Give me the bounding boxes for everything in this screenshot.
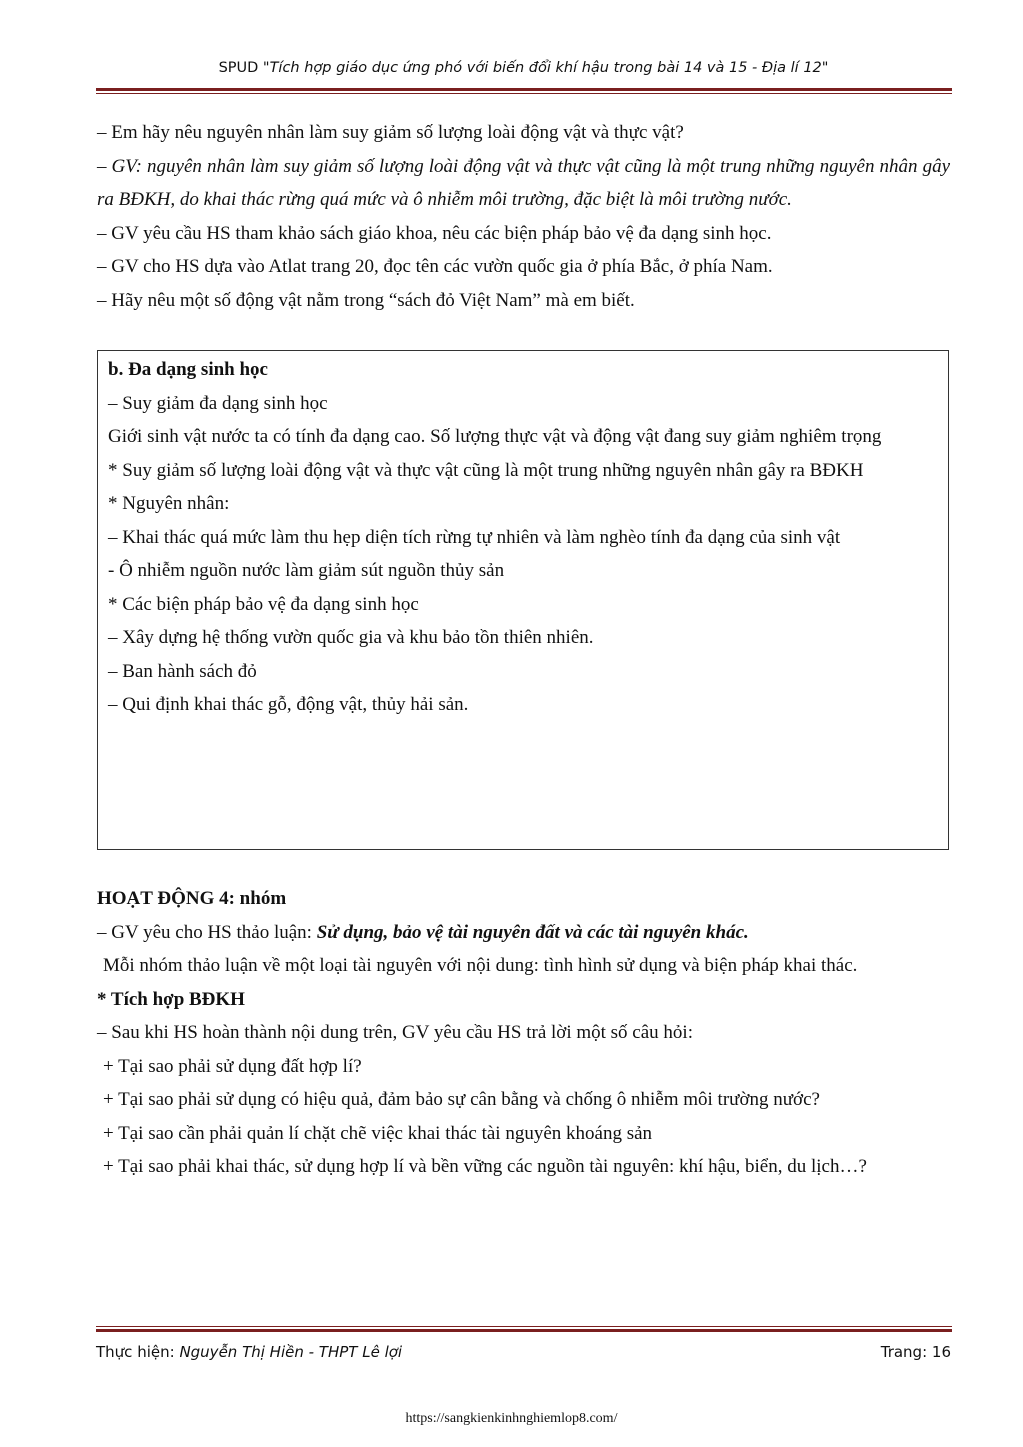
box-line: – Khai thác quá mức làm thu hẹp diện tích rừng tự nhiên và làm nghèo tính đa dạng của sinh vật (108, 526, 841, 548)
integration-heading: * Tích hợp BĐKH (97, 988, 245, 1010)
box-title: b. Đa dạng sinh học (108, 359, 268, 380)
activity-line: + Tại sao phải khai thác, sử dụng hợp lí và bền vững các nguồn tài nguyên: khí hậu, biển, du lịch…? (103, 1156, 867, 1177)
activity-heading: HOẠT ĐỘNG 4: nhóm (97, 888, 287, 909)
activity-line: + Tại sao phải sử dụng có hiệu quả, đảm bảo sự cân bằng và chống ô nhiễm môi trường nước? (103, 1089, 820, 1110)
activity-task-prefix: – GV yêu cho HS thảo luận: (97, 921, 317, 943)
intro-gv-note: – GV: nguyên nhân làm suy giảm số lượng loài động vật và thực vật cũng là một trung những nguyên nhân gây ra BĐKH, do khai thác rừng quá mức và ô nhiễm môi trường, đặc biệt là môi trường nước. (97, 155, 950, 210)
intro-instruction-2: – GV cho HS dựa vào Atlat trang 20, đọc tên các vườn quốc gia ở phía Bắc, ở phía Nam. (97, 256, 773, 277)
box-line: * Các biện pháp bảo vệ đa dạng sinh học (108, 593, 419, 615)
footer-label: Thực hiện: (96, 1343, 180, 1361)
box-line: - Ô nhiễm nguồn nước làm giảm sút nguồn thủy sản (108, 560, 505, 581)
footer-divider (96, 1326, 952, 1332)
source-url[interactable]: https://sangkienkinhnghiemlop8.com/ (405, 1411, 618, 1426)
activity-section (97, 882, 950, 1184)
header-prefix: SPUD (218, 60, 263, 76)
box-line: – Xây dựng hệ thống vườn quốc gia và khu bảo tồn thiên nhiên. (108, 627, 594, 648)
page-header (96, 60, 951, 76)
intro-instruction-1: – GV yêu cầu HS tham khảo sách giáo khoa, nêu các biện pháp bảo vệ đa dạng sinh học. (97, 222, 772, 244)
box-line: – Ban hành sách đỏ (108, 660, 257, 682)
activity-task (97, 916, 950, 950)
box-line: – Qui định khai thác gỗ, động vật, thủy hải sản. (108, 694, 469, 715)
activity-task-detail: Mỗi nhóm thảo luận về một loại tài nguyên với nội dung: tình hình sử dụng và biện pháp khai thác. (103, 955, 858, 976)
activity-line: + Tại sao phải sử dụng đất hợp lí? (103, 1055, 362, 1077)
page-footer (96, 1343, 951, 1361)
footer-credit (96, 1343, 402, 1361)
box-line: – Suy giảm đa dạng sinh học (108, 392, 328, 414)
activity-task-topic: Sử dụng, bảo vệ tài nguyên đất và các tài nguyên khác. (316, 921, 749, 943)
footer-author: Nguyễn Thị Hiền - THPT Lê lợi (179, 1343, 403, 1361)
activity-line: + Tại sao cần phải quản lí chặt chẽ việc khai thác tài nguyên khoáng sản (103, 1122, 653, 1144)
box-line: * Suy giảm số lượng loài động vật và thực vật cũng là một trung những nguyên nhân gây ra BĐKH (108, 459, 864, 481)
page-number: Trang: 16 (880, 1343, 951, 1361)
biodiversity-box (97, 350, 949, 850)
activity-line: – Sau khi HS hoàn thành nội dung trên, GV yêu cầu HS trả lời một số câu hỏi: (97, 1022, 693, 1043)
box-line: Giới sinh vật nước ta có tính đa dạng cao. Số lượng thực vật và động vật đang suy giảm nghiêm trọng (108, 426, 882, 447)
intro-instruction-3: – Hãy nêu một số động vật nằm trong “sách đỏ Việt Nam” mà em biết. (97, 289, 635, 311)
intro-section (97, 116, 950, 317)
header-title: "Tích hợp giáo dục ứng phó với biến đổi khí hậu trong bài 14 và 15 - Địa lí 12" (262, 60, 829, 76)
intro-question: – Em hãy nêu nguyên nhân làm suy giảm số lượng loài động vật và thực vật? (97, 122, 684, 143)
header-divider (96, 88, 952, 94)
box-line: * Nguyên nhân: (108, 493, 230, 514)
